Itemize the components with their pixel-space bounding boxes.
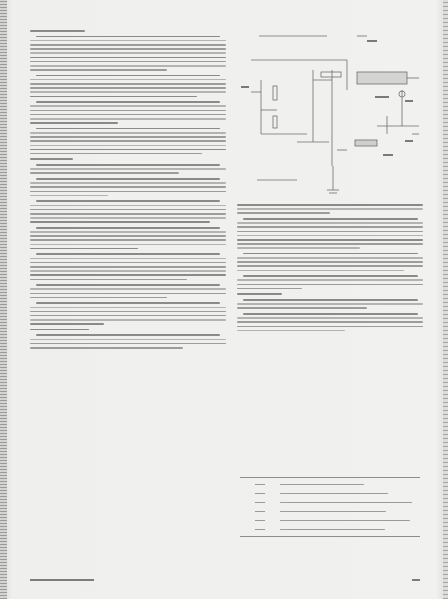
text-line [30,311,226,313]
text-paragraph [30,284,226,298]
text-line [237,204,423,206]
text-line [237,257,423,259]
text-line [30,258,226,260]
table-row [240,489,420,498]
text-line [30,339,226,341]
text-paragraph [30,178,226,196]
text-line [36,200,220,202]
text-line [30,297,167,299]
text-paragraph [237,299,423,309]
text-line [30,205,226,207]
table-row [240,516,420,525]
text-line [30,315,226,317]
text-line [30,221,210,223]
circuit-diagram-figure [237,30,423,200]
text-line [30,209,226,211]
text-line [30,323,104,325]
text-line [30,114,226,116]
text-line [36,227,220,229]
text-line [237,270,404,272]
footer-journal-line [30,579,94,581]
table-cell-value [280,493,420,495]
text-line [30,57,226,59]
text-line [30,266,226,268]
text-paragraph [30,227,226,250]
text-line [30,293,226,295]
text-line [30,118,226,120]
table-cell-value [280,502,420,504]
text-line [243,299,418,301]
text-line [237,293,282,295]
text-line [30,145,226,147]
text-line [237,208,423,210]
text-paragraph [30,334,226,348]
text-line [30,136,226,138]
scan-edge-right [443,0,448,599]
text-paragraph [30,200,226,223]
table-title [240,468,420,475]
table-cell-key [240,520,280,522]
text-line [30,262,226,264]
text-line [30,69,167,71]
text-line [237,261,423,263]
text-line [30,248,138,250]
text-line [30,149,226,151]
text-line [30,158,73,160]
text-line [30,279,187,281]
table-row [240,498,420,507]
table-cell-key [240,529,280,531]
text-line [30,182,226,184]
data-table [240,468,420,539]
text-line [30,191,226,193]
text-paragraph [237,293,423,295]
text-paragraph [30,30,226,32]
text-paragraph [30,128,226,155]
text-line [237,307,367,309]
text-line [30,153,202,155]
text-line [243,218,418,220]
text-line [237,222,423,224]
text-line [30,186,226,188]
text-line [30,343,226,345]
text-paragraph [30,253,226,280]
text-line [30,235,226,237]
text-line [237,231,423,233]
text-paragraph [30,164,226,174]
table-cell-key [240,502,280,504]
footer-page-number [412,579,420,581]
text-line [30,87,226,89]
text-line [237,239,423,241]
table-row [240,507,420,516]
table-cell-key [240,484,280,486]
text-line [30,231,226,233]
text-line [30,319,226,321]
text-line [237,265,423,267]
text-line [30,140,226,142]
text-line [237,330,345,332]
right-column [237,204,423,335]
text-paragraph [237,218,423,249]
text-line [36,253,220,255]
text-line [237,284,423,286]
text-line [30,52,226,54]
text-line [30,213,226,215]
text-paragraph [30,329,226,331]
left-column [30,30,226,353]
text-line [36,178,220,180]
text-line [237,288,302,290]
table-cell-key [240,511,280,513]
text-line [30,44,226,46]
text-line [30,132,226,134]
text-paragraph [237,204,423,214]
table-cell-value [280,529,420,531]
text-line [30,329,89,331]
table-cell-value [280,484,420,486]
text-line [237,212,330,214]
table-top-rule [240,477,420,478]
table-cell-value [280,520,420,522]
text-line [237,303,423,305]
text-line [243,253,418,255]
text-line [30,270,226,272]
text-paragraph [237,275,423,289]
text-line [30,217,226,219]
text-line [36,164,220,166]
text-line [237,279,423,281]
text-paragraph [30,36,226,71]
text-line [243,275,418,277]
text-line [30,347,183,349]
table-cell-key [240,493,280,495]
text-line [30,40,226,42]
text-line [30,61,226,63]
text-paragraph [30,302,226,325]
text-line [30,195,108,197]
text-line [30,91,226,93]
text-line [30,79,226,81]
text-line [237,326,423,328]
text-line [30,110,226,112]
text-line [30,274,226,276]
text-paragraph [237,253,423,271]
text-line [237,235,423,237]
text-line [36,302,220,304]
text-line [237,243,423,245]
circuit-schematic [237,30,423,200]
text-line [243,313,418,315]
scan-edge-left [0,0,7,599]
text-line [237,247,360,249]
text-line [237,321,423,323]
text-line [36,128,220,130]
table-cell-value [280,511,420,513]
text-line [30,105,226,107]
text-line [36,101,220,103]
text-line [30,122,118,124]
table-row [240,525,420,534]
text-line [30,172,179,174]
table-row [240,480,420,489]
text-line [30,244,226,246]
text-paragraph [30,75,226,98]
text-line [36,334,220,336]
text-paragraph [30,158,226,160]
text-line [30,30,85,32]
text-line [30,48,226,50]
text-line [36,284,220,286]
text-line [30,65,226,67]
text-line [30,83,226,85]
text-line [30,168,226,170]
table-bottom-rule [240,536,420,537]
text-line [237,317,423,319]
text-paragraph [30,101,226,124]
text-line [36,36,220,38]
text-line [30,288,226,290]
text-line [30,239,226,241]
text-line [30,96,197,98]
text-paragraph [237,313,423,331]
text-line [36,75,220,77]
text-line [30,307,226,309]
text-line [237,226,423,228]
